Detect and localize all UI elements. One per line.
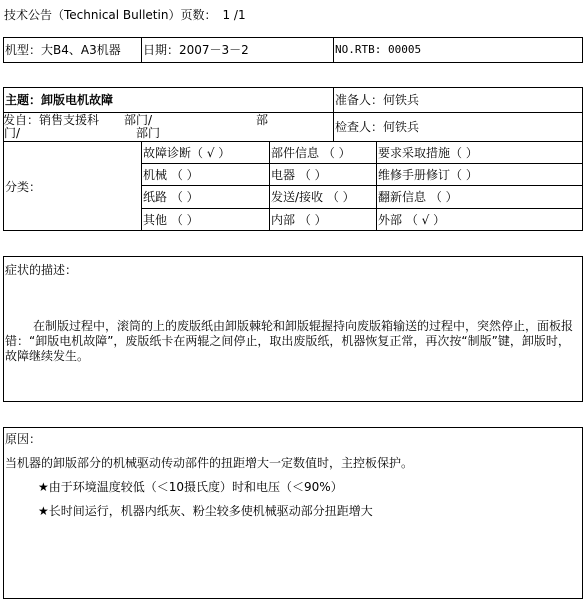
date-field: 日期：2007－3－2 [143,43,249,57]
divider [333,87,334,141]
classification-label: 分类： [5,180,42,194]
subject-title: 主题：卸版电机故障 [5,93,114,107]
category-cell: 维修手册修订（ ） [378,168,478,182]
category-cell: 其他 （ ） [143,213,199,227]
bulletin-title [4,8,246,22]
category-cell: 内部 （ ） [271,213,327,227]
checked-by: 检查人：何铁兵 [335,120,420,134]
category-cell: 部件信息 （ ） [271,146,351,160]
cause-bullet: ★长时间运行，机器内纸灰、粉尘较多使机械驱动部分扭距增大 [38,504,373,518]
divider [141,208,583,209]
title-text: 技术公告（Technical Bulletin）页数： [4,8,217,22]
divider [141,141,142,231]
category-cell: 机械 （ ） [143,168,199,182]
department-label: 门/ [4,126,21,140]
divider [376,141,377,231]
prepared-by: 准备人：何铁兵 [335,93,420,107]
category-cell: 电器 （ ） [271,168,327,182]
divider [3,141,583,142]
symptom-heading: 症状的描述： [5,263,78,277]
page-count: 1 /1 [222,8,246,22]
category-cell: 要求采取措施（ ） [378,146,478,160]
category-cell: 纸路 （ ） [143,190,199,204]
cause-line: 当机器的卸版部分的机械驱动传动部件的扭距增大一定数值时，主控板保护。 [5,456,414,470]
divider [141,185,583,186]
department-label: 部门/ [124,113,153,127]
department-label: 部 [256,113,269,127]
category-cell: 外部 （ √ ） [378,213,446,227]
divider [269,141,270,231]
category-cell: 故障诊断（ √ ） [143,146,231,160]
cause-bullet: ★由于环境温度较低（＜10摄氏度）时和电压（＜90%） [38,480,343,494]
sender: 发自：销售支援科 [3,113,100,127]
department-label: 部门 [136,126,161,140]
bulletin-number: NO.RTB: 00005 [335,43,422,56]
divider [333,37,334,63]
category-cell: 翻新信息 （ ） [378,190,458,204]
cause-heading: 原因： [5,432,42,446]
symptom-description: 在制版过程中，滚筒的上的废版纸由卸版棘轮和卸版辊握持向废版箱输送的过程中，突然停止，面板报错：“卸版电机故障”，废版纸卡在两辊之间停止，取出废版纸，机器恢复正常，再次按“制版”键，卸版时，故障继续发生。 [5,319,574,363]
divider [141,163,583,164]
category-cell: 发送/接收 （ ） [271,190,355,204]
divider [141,37,142,63]
model-field: 机型：大B4、A3机器 [5,43,121,57]
